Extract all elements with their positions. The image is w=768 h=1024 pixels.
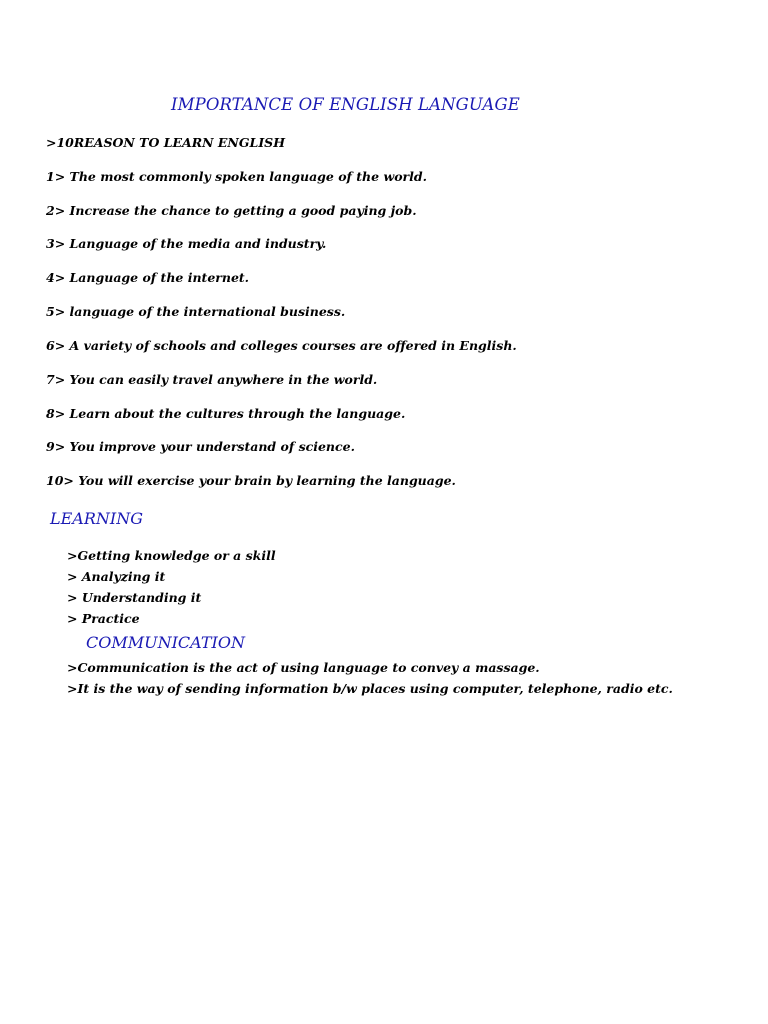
reason-item-8: 8> Learn about the cultures through the language. [46,406,406,421]
learning-item-1: >Getting knowledge or a skill [67,548,276,563]
reason-item-9: 9> You improve your understand of science. [46,439,355,454]
reason-item-7: 7> You can easily travel anywhere in the world. [46,372,378,387]
reason-item-6: 6> A variety of schools and colleges courses are offered in English. [46,338,517,353]
communication-item-1: >Communication is the act of using language to convey a massage. [67,660,540,675]
reason-item-3: 3> Language of the media and industry. [46,236,327,251]
reason-item-1: 1> The most commonly spoken language of the world. [46,169,427,184]
learning-item-3: > Understanding it [67,590,202,605]
communication-item-2: >It is the way of sending information b/w places using computer, telephone, radio etc. [67,681,673,696]
reason-item-10: 10> You will exercise your brain by learning the language. [46,473,456,488]
learning-heading: LEARNING [50,509,144,528]
communication-list [67,657,673,699]
learning-item-2: > Analyzing it [67,569,166,584]
learning-item-4: > Practice [67,611,140,626]
reasons-intro: >10REASON TO LEARN ENGLISH [46,135,286,150]
communication-heading: COMMUNICATION [86,633,245,652]
reason-item-2: 2> Increase the chance to getting a good paying job. [46,203,417,218]
learning-list [67,545,276,629]
reason-item-4: 4> Language of the internet. [46,270,250,285]
reason-item-5: 5> language of the international business. [46,304,346,319]
document-title: IMPORTANCE OF ENGLISH LANGUAGE [171,95,520,114]
